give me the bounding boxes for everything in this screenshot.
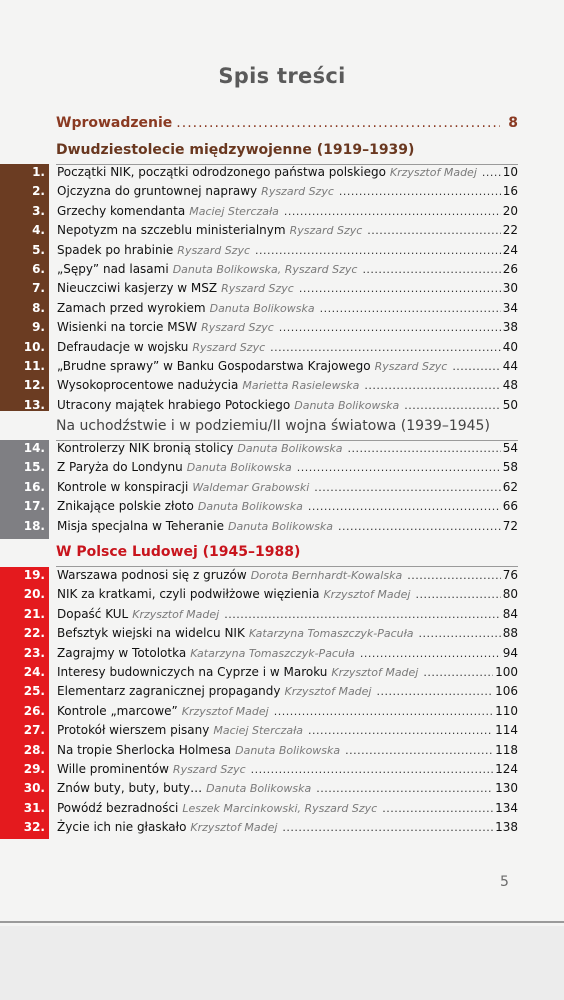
entry-leader-dots bbox=[360, 647, 501, 660]
entry-author: Ryszard Szyc bbox=[374, 360, 448, 373]
entry-leader-dots bbox=[316, 782, 493, 795]
entry-number: 19. bbox=[23, 568, 45, 582]
entry-leader-dots bbox=[367, 224, 500, 237]
entry-number: 27. bbox=[23, 723, 45, 738]
entry-author: Krzysztof Madej bbox=[284, 685, 372, 699]
entry-number: 15. bbox=[23, 460, 45, 475]
toc-entry[interactable] bbox=[0, 723, 518, 742]
entry-page: 72 bbox=[502, 518, 518, 533]
entry-author: Danuta Bolikowska bbox=[237, 442, 343, 455]
entry-title: Znikające polskie złoto bbox=[57, 499, 194, 514]
entry-page: 58 bbox=[502, 460, 518, 475]
entry-author: Ryszard Szyc bbox=[192, 340, 266, 354]
entry-number: 18. bbox=[23, 518, 45, 533]
entry-page: 80 bbox=[502, 587, 518, 602]
entry-leader-dots bbox=[255, 244, 501, 257]
entry-author: Krzysztof Madej bbox=[323, 588, 411, 602]
entry-title: Na tropie Sherlocka Holmesa bbox=[57, 742, 232, 757]
entry-author: Danuta Bolikowska bbox=[186, 461, 292, 475]
entry-page: 66 bbox=[502, 499, 518, 514]
entry-page: 100 bbox=[495, 665, 518, 679]
entry-page: 10 bbox=[502, 165, 518, 179]
entry-page: 44 bbox=[502, 359, 518, 373]
entry-title: Misja specjalna w Teheranie bbox=[57, 518, 224, 533]
entry-page: 84 bbox=[502, 606, 518, 621]
toc-entry[interactable] bbox=[0, 281, 518, 300]
entry-author: Katarzyna Tomaszczyk-Pacuła bbox=[248, 627, 414, 641]
entry-leader-dots bbox=[314, 481, 500, 494]
entry-page: 118 bbox=[495, 742, 518, 757]
entry-title: Interesy budowniczych na Cyprze i w Maroku bbox=[57, 665, 328, 679]
entry-title: Wille prominentów bbox=[57, 762, 169, 776]
toc-entry[interactable] bbox=[0, 184, 518, 203]
entry-number: 8. bbox=[32, 300, 45, 315]
toc-entry[interactable] bbox=[0, 378, 518, 397]
entry-number: 11. bbox=[23, 359, 45, 373]
entry-title: Warszawa podnosi się z gruzów bbox=[57, 568, 247, 582]
entry-leader-dots bbox=[407, 569, 501, 582]
entry-title: Elementarz zagranicznej propagandy bbox=[57, 684, 281, 699]
entry-author: Waldemar Grabowski bbox=[192, 480, 310, 494]
entry-title: Kontrole „marcowe” bbox=[57, 703, 178, 718]
entry-leader-dots bbox=[382, 802, 493, 815]
entry-leader-dots bbox=[347, 442, 500, 455]
toc-entry[interactable] bbox=[0, 460, 518, 479]
entry-author: Danuta Bolikowska bbox=[206, 782, 312, 796]
toc-entry[interactable] bbox=[0, 398, 518, 417]
toc-entry[interactable] bbox=[0, 359, 518, 378]
page-edge-line bbox=[0, 921, 564, 923]
entry-leader-dots bbox=[274, 705, 493, 718]
entry-leader-dots bbox=[339, 185, 501, 198]
toc-entry[interactable] bbox=[0, 801, 518, 820]
entry-author: Marietta Rasielewska bbox=[242, 379, 360, 393]
entry-page: 24 bbox=[502, 242, 518, 257]
entry-number: 5. bbox=[32, 242, 45, 257]
entry-number: 9. bbox=[32, 320, 45, 335]
entry-number: 32. bbox=[23, 820, 45, 835]
toc-entry[interactable] bbox=[0, 781, 518, 800]
toc-entry[interactable] bbox=[0, 441, 518, 460]
entry-title: Ojczyzna do gruntownej naprawy bbox=[57, 184, 258, 199]
entry-number: 30. bbox=[23, 781, 45, 796]
entry-author: Danuta Bolikowska bbox=[235, 743, 341, 757]
toc-entry[interactable] bbox=[0, 665, 518, 684]
entry-number: 28. bbox=[23, 742, 45, 757]
entry-page: 34 bbox=[502, 300, 518, 315]
entry-title: Nieuczciwi kasjerzy w MSZ bbox=[57, 281, 218, 296]
entry-page: 94 bbox=[502, 645, 518, 660]
entry-leader-dots bbox=[282, 821, 493, 834]
entry-page: 30 bbox=[502, 281, 518, 296]
entry-number: 17. bbox=[23, 499, 45, 514]
entry-number: 3. bbox=[32, 203, 45, 218]
entry-leader-dots bbox=[224, 608, 501, 621]
entry-leader-dots bbox=[362, 263, 500, 276]
toc-entry[interactable] bbox=[0, 607, 518, 626]
entry-number: 7. bbox=[32, 281, 45, 296]
entry-leader-dots bbox=[308, 724, 493, 737]
entry-number: 12. bbox=[23, 378, 45, 393]
entry-author: Krzysztof Madej bbox=[389, 166, 477, 179]
entry-author: Danuta Bolikowska bbox=[197, 500, 303, 514]
entry-number: 4. bbox=[32, 223, 45, 238]
entry-leader-dots bbox=[297, 461, 501, 474]
entry-author: Krzysztof Madej bbox=[132, 607, 220, 621]
entry-page: 16 bbox=[502, 184, 518, 199]
entry-title: Życie ich nie głaskało bbox=[57, 820, 187, 835]
entry-page: 26 bbox=[502, 262, 518, 276]
entry-number: 16. bbox=[23, 479, 45, 494]
entry-number: 23. bbox=[23, 645, 45, 660]
entry-leader-dots bbox=[377, 685, 494, 698]
entry-title: „Brudne sprawy” w Banku Gospodarstwa Krajowego bbox=[57, 359, 371, 373]
entry-author: Danuta Bolikowska, Ryszard Szyc bbox=[172, 263, 358, 276]
entry-number: 1. bbox=[32, 165, 45, 179]
entry-page: 88 bbox=[502, 626, 518, 641]
entry-leader-dots bbox=[320, 302, 501, 315]
entry-page: 130 bbox=[495, 781, 518, 796]
entry-number: 2. bbox=[32, 184, 45, 199]
page-number: 5 bbox=[500, 874, 509, 890]
toc-entry[interactable] bbox=[0, 568, 518, 587]
entry-title: Nepotyzm na szczeblu ministerialnym bbox=[57, 223, 286, 238]
entry-title: Kontrole w konspiracji bbox=[57, 479, 189, 494]
entry-title: Wysokoprocentowe nadużycia bbox=[57, 378, 239, 393]
entry-author: Ryszard Szyc bbox=[289, 224, 363, 238]
entry-number: 25. bbox=[23, 684, 45, 699]
intro-label: Wprowadzenie bbox=[56, 115, 173, 131]
entry-leader-dots bbox=[251, 763, 493, 776]
section-heading-prl: W Polsce Ludowej (1945–1988) bbox=[56, 544, 518, 567]
toc-entry[interactable] bbox=[0, 820, 518, 839]
toc-entry[interactable] bbox=[0, 301, 518, 320]
entry-author: Krzysztof Madej bbox=[190, 821, 278, 835]
entry-leader-dots bbox=[452, 360, 500, 373]
toc-entry[interactable] bbox=[0, 165, 518, 184]
toc-entry[interactable] bbox=[0, 340, 518, 359]
entry-leader-dots bbox=[415, 588, 500, 601]
entry-author: Krzysztof Madej bbox=[331, 666, 419, 679]
entry-leader-dots bbox=[308, 500, 501, 513]
entry-author: Katarzyna Tomaszczyk-Pacuła bbox=[190, 646, 355, 660]
entry-title: Zagrajmy w Totolotka bbox=[57, 645, 187, 660]
entry-title: Befsztyk wiejski na widelcu NIK bbox=[57, 626, 245, 641]
entry-title: Grzechy komendanta bbox=[57, 203, 186, 218]
entry-author: Maciej Sterczała bbox=[213, 724, 304, 738]
entry-page: 62 bbox=[502, 479, 518, 494]
entry-page: 114 bbox=[495, 723, 518, 738]
entry-title: Protokół wierszem pisany bbox=[57, 723, 210, 738]
section-heading-interwar: Dwudziestolecie międzywojenne (1919–1939) bbox=[56, 142, 518, 165]
entry-number: 20. bbox=[23, 587, 45, 602]
entry-title: Początki NIK, początki odrodzonego państwa polskiego bbox=[57, 165, 386, 179]
entry-author: Danuta Bolikowska bbox=[228, 519, 334, 533]
toc-entry[interactable] bbox=[0, 320, 518, 339]
toc-entry[interactable] bbox=[0, 223, 518, 242]
entry-page: 124 bbox=[495, 762, 518, 776]
entry-author: Leszek Marcinkowski, Ryszard Szyc bbox=[182, 801, 378, 815]
entry-number: 21. bbox=[23, 606, 45, 621]
entry-author: Maciej Sterczała bbox=[189, 204, 279, 218]
entry-page: 138 bbox=[495, 820, 518, 835]
toc-entry[interactable] bbox=[0, 587, 518, 606]
entry-leader-dots bbox=[482, 166, 501, 179]
entry-author: Ryszard Szyc bbox=[172, 763, 246, 776]
toc-entry[interactable] bbox=[0, 243, 518, 262]
entry-title: Dopaść KUL bbox=[57, 606, 129, 621]
entry-leader-dots bbox=[279, 321, 501, 334]
toc-entry[interactable] bbox=[0, 262, 518, 281]
entry-page: 76 bbox=[502, 568, 518, 582]
entry-title: Wisienki na torcie MSW bbox=[57, 320, 198, 335]
entry-author: Ryszard Szyc bbox=[201, 321, 274, 335]
entry-page: 50 bbox=[502, 397, 518, 412]
entry-leader-dots bbox=[404, 399, 500, 412]
entry-page: 22 bbox=[502, 223, 518, 238]
intro-leader-dots bbox=[176, 115, 500, 131]
toc-entry[interactable] bbox=[0, 762, 518, 781]
entry-leader-dots bbox=[284, 205, 501, 218]
entry-page: 20 bbox=[502, 203, 518, 218]
entry-leader-dots bbox=[419, 627, 501, 640]
entry-page: 106 bbox=[495, 684, 518, 699]
toc-entry[interactable] bbox=[0, 480, 518, 499]
entry-number: 14. bbox=[23, 441, 45, 455]
entry-leader-dots bbox=[423, 666, 493, 679]
page-title: Spis treści bbox=[218, 64, 346, 88]
section-heading-wwii: Na uchodźstwie i w podziemiu/II wojna światowa (1939–1945) bbox=[56, 418, 518, 441]
entry-page: 38 bbox=[502, 320, 518, 335]
entry-number: 24. bbox=[23, 665, 45, 679]
entry-author: Ryszard Szyc bbox=[221, 282, 294, 296]
entry-title: Zamach przed wyrokiem bbox=[57, 300, 206, 315]
entry-author: Ryszard Szyc bbox=[261, 185, 334, 199]
entry-title: „Sępy” nad lasami bbox=[57, 262, 169, 276]
entry-author: Danuta Bolikowska bbox=[209, 301, 315, 315]
toc-entry[interactable] bbox=[0, 519, 518, 538]
entry-author: Krzysztof Madej bbox=[181, 704, 269, 718]
entry-page: 48 bbox=[502, 378, 518, 393]
entry-title: Utracony majątek hrabiego Potockiego bbox=[57, 397, 291, 412]
entry-title: Defraudacje w wojsku bbox=[57, 339, 189, 354]
entry-page: 110 bbox=[495, 703, 518, 718]
toc-entry[interactable] bbox=[0, 684, 518, 703]
entry-page: 134 bbox=[495, 800, 518, 815]
entry-title: Kontrolerzy NIK bronią stolicy bbox=[57, 441, 234, 455]
entry-number: 31. bbox=[23, 800, 45, 815]
entry-leader-dots bbox=[338, 520, 501, 533]
entry-author: Danuta Bolikowska bbox=[294, 398, 400, 412]
toc-entry[interactable] bbox=[0, 743, 518, 762]
entry-title: Powódź bezradności bbox=[57, 800, 179, 815]
entry-leader-dots bbox=[270, 341, 501, 354]
entry-page: 54 bbox=[502, 441, 518, 455]
entry-title: NIK za kratkami, czyli podwiłżowe więzienia bbox=[57, 587, 320, 602]
toc-entry[interactable] bbox=[0, 499, 518, 518]
toc-entry[interactable] bbox=[0, 704, 518, 723]
entry-leader-dots bbox=[345, 744, 493, 757]
intro-page: 8 bbox=[508, 115, 518, 131]
entry-title: Spadek po hrabinie bbox=[57, 242, 174, 257]
entry-number: 13. bbox=[23, 397, 45, 412]
entry-author: Ryszard Szyc bbox=[177, 243, 251, 257]
toc-entry[interactable] bbox=[0, 204, 518, 223]
page-margin bbox=[0, 926, 564, 1000]
entry-number: 29. bbox=[23, 762, 45, 776]
entry-title: Z Paryża do Londynu bbox=[57, 460, 183, 475]
entry-author: Dorota Bernhardt-Kowalska bbox=[250, 569, 403, 582]
entry-title: Znów buty, buty, buty… bbox=[57, 781, 203, 796]
toc-entry[interactable] bbox=[0, 646, 518, 665]
entry-number: 6. bbox=[32, 262, 45, 276]
entry-leader-dots bbox=[364, 379, 500, 392]
entry-number: 26. bbox=[23, 703, 45, 718]
entry-number: 22. bbox=[23, 626, 45, 641]
toc-entry[interactable] bbox=[0, 626, 518, 645]
toc-intro[interactable] bbox=[56, 115, 518, 137]
entry-page: 40 bbox=[502, 339, 518, 354]
entry-leader-dots bbox=[299, 282, 501, 295]
entry-number: 10. bbox=[23, 339, 45, 354]
